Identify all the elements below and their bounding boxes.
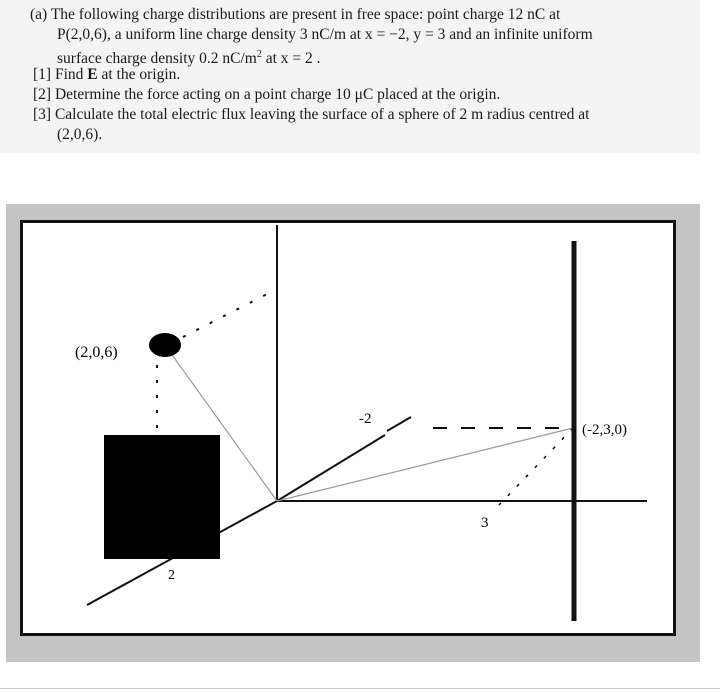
dash-point-to-z <box>183 291 273 337</box>
point-charge-label: (2,0,6) <box>75 344 118 361</box>
surface-charge-plane <box>104 435 220 559</box>
question-3-text-1: Calculate the total electric flux leaving the surface of a sphere of 2 m radius centred at <box>54 106 590 123</box>
question-2 <box>33 86 500 104</box>
problem-statement <box>0 0 700 153</box>
question-2-text: Determine the force acting on a point charge 10 μC placed at the origin. <box>54 86 501 103</box>
bottom-divider <box>0 688 720 689</box>
point-charge <box>149 333 181 357</box>
tick-label-neg2: -2 <box>359 411 372 427</box>
question-3 <box>33 106 589 124</box>
intro-line-1 <box>30 6 560 24</box>
intro-text-3a: surface charge density 0.2 nC/m <box>57 50 257 68</box>
ray-to-line-charge <box>277 428 573 501</box>
question-2-label: [2] <box>33 86 52 103</box>
line-charge-label: (-2,3,0) <box>582 422 627 438</box>
x-axis-negative <box>277 435 385 501</box>
intro-text-3b: at x = 2 . <box>261 50 321 68</box>
x-axis-tip <box>387 417 411 431</box>
diagram-svg <box>23 223 673 633</box>
question-3-label: [3] <box>33 106 52 123</box>
charge-diagram <box>20 220 676 636</box>
question-1-vector-e: E <box>87 66 98 83</box>
tick-label-3: 3 <box>481 515 489 531</box>
tick-label-2: 2 <box>168 568 175 583</box>
question-1-text-a: Find <box>54 66 88 83</box>
question-1-label: [1] <box>33 66 52 83</box>
intro-text-1: The following charge distributions are present in free space: point charge 12 nC at <box>50 6 561 23</box>
question-1 <box>33 66 180 84</box>
intro-line-2: P(2,0,6), a uniform line charge density 3 nC/m at x = −2, y = 3 and an infinite uniform <box>57 26 593 43</box>
question-3-line-2: (2,0,6). <box>57 126 103 143</box>
intro-line-3 <box>57 46 321 68</box>
part-label: (a) <box>30 6 48 23</box>
question-1-text-b: at the origin. <box>97 66 181 83</box>
intro-sup: 2 <box>256 49 262 60</box>
dash-line-to-y <box>499 428 573 505</box>
